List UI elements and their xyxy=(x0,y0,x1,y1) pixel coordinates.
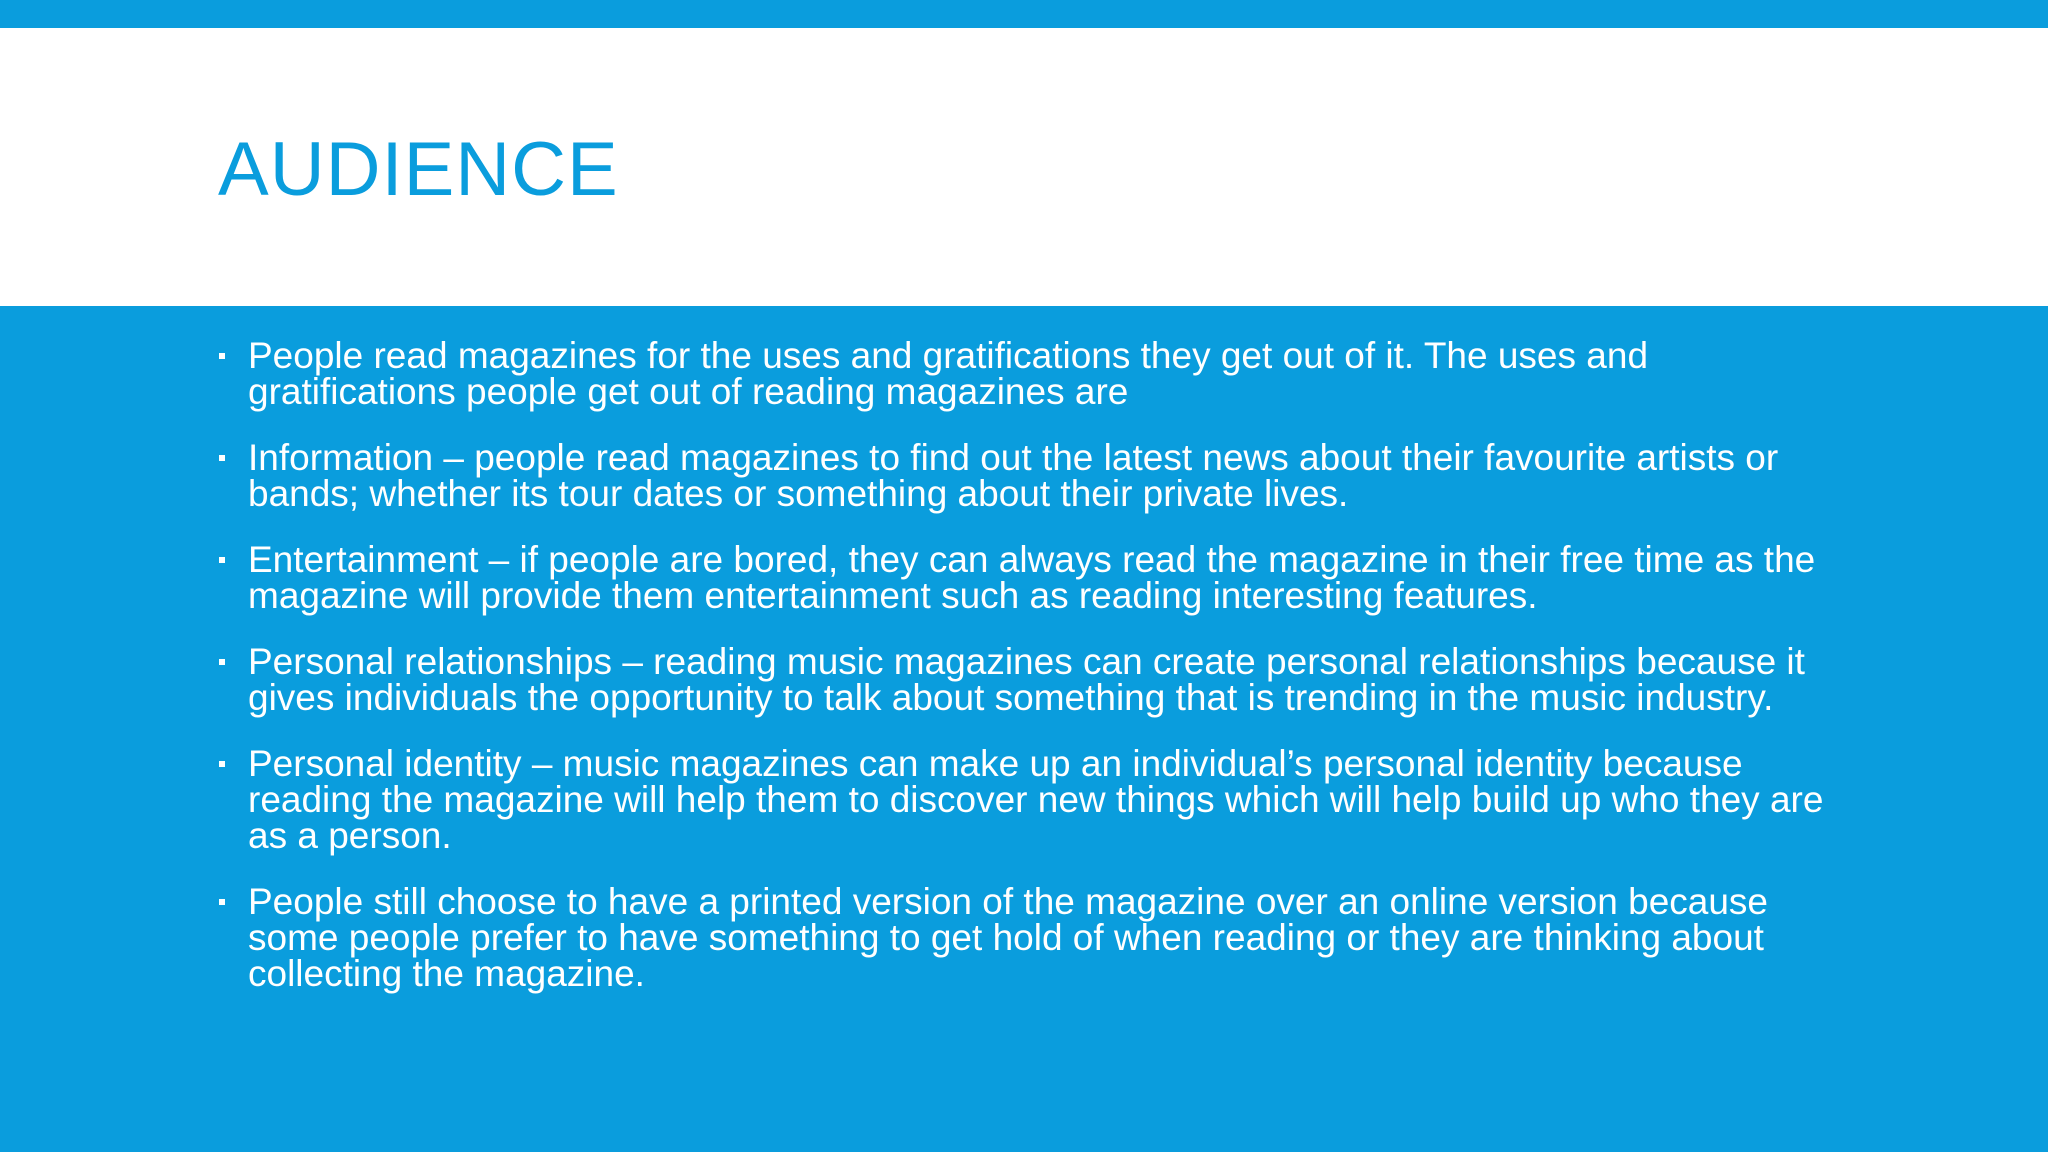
square-bullet-icon xyxy=(219,353,225,359)
top-accent-band xyxy=(0,0,2048,28)
bullet-item-personal-relationships xyxy=(218,641,1858,718)
bullet-text: People read magazines for the uses and gratifications they get out of it. The uses and gratifications people get out of reading magazines are xyxy=(248,335,1649,412)
square-bullet-icon xyxy=(219,557,225,563)
bullet-text: Personal relationships – reading music magazines can create personal relationships because it gives individuals the opportunity to talk about something that is trending in the music industry. xyxy=(248,641,1805,718)
square-bullet-icon xyxy=(219,659,225,665)
square-bullet-icon xyxy=(219,455,225,461)
bullet-item-uses-and-gratifications xyxy=(218,335,1858,412)
bullet-text: Information – people read magazines to find out the latest news about their favourite artists or bands; whether its tour dates or something about their private lives. xyxy=(248,437,1779,514)
bullet-item-printed-version xyxy=(218,881,1858,994)
bullet-text: People still choose to have a printed version of the magazine over an online version because some people prefer to have something to get hold of when reading or they are thinking about collecting the magazine. xyxy=(248,881,1768,994)
bullet-text: Entertainment – if people are bored, they can always read the magazine in their free time as the magazine will provide them entertainment such as reading interesting features. xyxy=(248,539,1816,616)
bullet-text: Personal identity – music magazines can make up an individual’s personal identity because reading the magazine will help them to discover new things which will help build up who they are as a person. xyxy=(248,743,1824,856)
square-bullet-icon xyxy=(219,761,225,767)
bullet-item-information xyxy=(218,437,1858,514)
bullet-item-personal-identity xyxy=(218,743,1858,856)
square-bullet-icon xyxy=(219,899,225,905)
bullet-item-entertainment xyxy=(218,539,1858,616)
bullet-list xyxy=(218,335,1858,1022)
slide-title: AUDIENCE xyxy=(218,127,619,212)
